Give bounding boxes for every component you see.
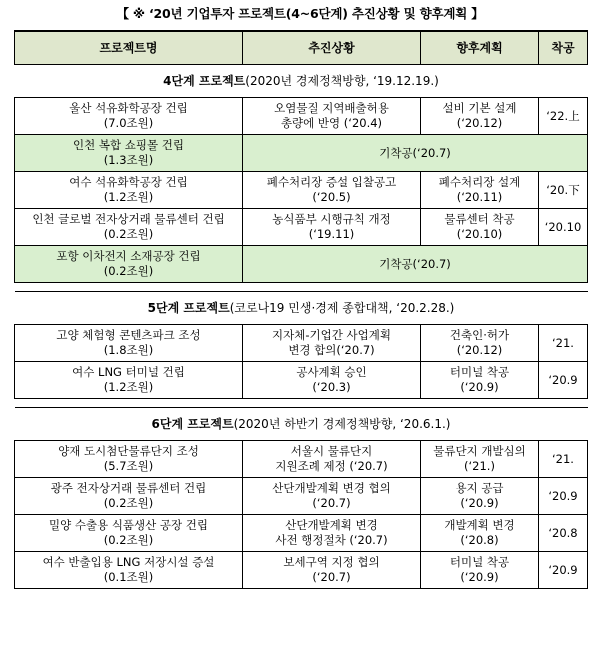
project-name-cell — [15, 98, 243, 135]
section-title-row — [15, 292, 588, 325]
cell-text: (1.2조원) — [103, 380, 154, 394]
plan-cell — [421, 325, 539, 362]
cell-text: 터미널 착공 — [449, 555, 510, 569]
cell-text: 폐수처리장 설계 — [438, 175, 521, 189]
cell-text: 산단개발계획 변경 협의 — [272, 481, 391, 495]
cell-text: 인천 복합 쇼핑몰 건립 — [73, 138, 184, 152]
plan-cell — [421, 478, 539, 515]
cell-text: 여수 LNG 터미널 건립 — [72, 365, 185, 379]
cell-text: (‘20.9) — [460, 496, 499, 510]
section-title — [15, 65, 588, 98]
start-cell: ‘20.9 — [539, 552, 588, 589]
project-name-cell — [15, 209, 243, 246]
plan-cell — [421, 441, 539, 478]
section-title-source: (코로나19 민생·경제 종합대책, ‘20.2.28.) — [229, 300, 455, 315]
start-cell: ‘20.10 — [539, 209, 588, 246]
spacer-cell — [15, 283, 588, 292]
cell-text: 고양 체험형 콘텐츠파크 조성 — [56, 328, 201, 342]
header-status: 추진상황 — [243, 31, 421, 65]
cell-text: 포항 이차전지 소재공장 건립 — [56, 249, 201, 263]
project-name-cell — [15, 172, 243, 209]
cell-text: 밀양 수출용 식품생산 공장 건립 — [48, 518, 209, 532]
cell-text: (‘20.11) — [456, 190, 503, 204]
section-title — [15, 408, 588, 441]
cell-text: 개발계획 변경 — [444, 518, 515, 532]
project-name-cell — [15, 135, 243, 172]
plan-cell — [421, 98, 539, 135]
merged-status-cell: 기착공(‘20.7) — [243, 135, 588, 172]
table-row — [15, 98, 588, 135]
project-name-cell — [15, 441, 243, 478]
start-cell: ‘22.上 — [539, 98, 588, 135]
cell-text: (‘20.8) — [460, 533, 499, 547]
plan-cell — [421, 515, 539, 552]
project-name-cell — [15, 478, 243, 515]
project-name-cell — [15, 552, 243, 589]
header-start: 착공 — [539, 31, 588, 65]
cell-text: 여수 석유화학공장 건립 — [69, 175, 188, 189]
section-title-stage: 4단계 프로젝트 — [163, 73, 246, 88]
section-title-source: (2020년 하반기 경제정책방향, ‘20.6.1.) — [233, 416, 451, 431]
start-cell: ‘21. — [539, 441, 588, 478]
cell-text: (7.0조원) — [103, 116, 154, 130]
cell-text: 울산 석유화학공장 건립 — [69, 101, 188, 115]
section-title-source: (2020년 경제정책방향, ‘19.12.19.) — [245, 73, 439, 88]
cell-text: (1.8조원) — [103, 343, 154, 357]
cell-text: (‘20.3) — [312, 380, 351, 394]
cell-text: 총량에 반영 (‘20.4) — [280, 116, 383, 130]
cell-text: (0.2조원) — [103, 227, 154, 241]
cell-text: (5.7조원) — [103, 459, 154, 473]
table-row — [15, 325, 588, 362]
plan-cell — [421, 362, 539, 399]
cell-text: (‘20.7) — [312, 570, 351, 584]
project-name-cell — [15, 515, 243, 552]
cell-text: (0.2조원) — [103, 264, 154, 278]
start-cell: ‘20.下 — [539, 172, 588, 209]
status-cell — [243, 98, 421, 135]
plan-cell — [421, 172, 539, 209]
cell-text: (‘19.11) — [308, 227, 355, 241]
merged-status-cell: 기착공(‘20.7) — [243, 246, 588, 283]
table-row — [15, 515, 588, 552]
cell-text: 서울시 물류단지 — [290, 444, 373, 458]
page-title: 【 ※ ‘20년 기업투자 프로젝트(4~6단계) 추진상황 및 향후계획 】 — [116, 6, 484, 21]
table-row — [15, 552, 588, 589]
cell-text: 물류단지 개발심의 — [433, 444, 526, 458]
status-cell — [243, 441, 421, 478]
status-cell — [243, 478, 421, 515]
plan-cell — [421, 552, 539, 589]
section-title-row — [15, 408, 588, 441]
start-cell: ‘21. — [539, 325, 588, 362]
cell-text: (‘20.9) — [460, 380, 499, 394]
table-row — [15, 246, 588, 283]
cell-text: (‘20.12) — [456, 343, 503, 357]
cell-text: 여수 반출입용 LNG 저장시설 증설 — [42, 555, 215, 569]
section-title-stage: 5단계 프로젝트 — [147, 300, 230, 315]
header-plan: 향후계획 — [421, 31, 539, 65]
cell-text: 폐수처리장 증설 입찰공고 — [266, 175, 397, 189]
table-row — [15, 441, 588, 478]
cell-text: (‘20.7) — [312, 496, 351, 510]
cell-text: (1.2조원) — [103, 190, 154, 204]
status-cell — [243, 209, 421, 246]
cell-text: 농식품부 시행규칙 개정 — [272, 212, 391, 226]
project-name-cell — [15, 362, 243, 399]
cell-text: 공사계획 승인 — [296, 365, 367, 379]
table-row — [15, 362, 588, 399]
cell-text: 건축인·허가 — [449, 328, 510, 342]
table-row — [15, 172, 588, 209]
cell-text: 지원조례 제정 (‘20.7) — [275, 459, 388, 473]
cell-text: 사전 행정절차 (‘20.7) — [275, 533, 388, 547]
cell-text: (0.2조원) — [103, 496, 154, 510]
project-name-cell — [15, 246, 243, 283]
header-project-name: 프로젝트명 — [15, 31, 243, 65]
cell-text: (0.2조원) — [103, 533, 154, 547]
cell-text: 용지 공급 — [455, 481, 504, 495]
cell-text: 지자체-기업간 사업계획 — [272, 328, 391, 342]
cell-text: (‘20.10) — [456, 227, 503, 241]
cell-text: 터미널 착공 — [449, 365, 510, 379]
section-title-row — [15, 65, 588, 98]
cell-text: (‘20.9) — [460, 570, 499, 584]
section-spacer — [15, 399, 588, 408]
start-cell: ‘20.8 — [539, 515, 588, 552]
section-title-stage: 6단계 프로젝트 — [151, 416, 234, 431]
spacer-cell — [15, 399, 588, 408]
status-cell — [243, 172, 421, 209]
status-cell — [243, 515, 421, 552]
cell-text: (1.3조원) — [103, 153, 154, 167]
section-spacer — [15, 283, 588, 292]
cell-text: 광주 전자상거래 물류센터 건립 — [50, 481, 207, 495]
cell-text: (0.1조원) — [103, 570, 154, 584]
status-cell — [243, 552, 421, 589]
cell-text: 변경 합의(‘20.7) — [288, 343, 375, 357]
cell-text: (‘20.12) — [456, 116, 503, 130]
status-cell — [243, 362, 421, 399]
cell-text: 인천 글로벌 전자상거래 물류센터 건립 — [32, 212, 225, 226]
section-title — [15, 292, 588, 325]
cell-text: 보세구역 지정 협의 — [283, 555, 380, 569]
table-row — [15, 209, 588, 246]
cell-text: 오염물질 지역배출허용 — [274, 101, 389, 115]
table-row — [15, 478, 588, 515]
table-body — [15, 65, 588, 589]
cell-text: (‘20.5) — [312, 190, 351, 204]
cell-text: (‘21.) — [464, 459, 495, 473]
project-table — [14, 30, 588, 589]
header-row — [15, 31, 588, 65]
project-name-cell — [15, 325, 243, 362]
cell-text: 물류센터 착공 — [444, 212, 515, 226]
start-cell: ‘20.9 — [539, 478, 588, 515]
cell-text: 설비 기본 설계 — [442, 101, 517, 115]
plan-cell — [421, 209, 539, 246]
cell-text: 양재 도시첨단물류단지 조성 — [58, 444, 199, 458]
start-cell: ‘20.9 — [539, 362, 588, 399]
table-row — [15, 135, 588, 172]
status-cell — [243, 325, 421, 362]
cell-text: 산단개발계획 변경 — [285, 518, 378, 532]
